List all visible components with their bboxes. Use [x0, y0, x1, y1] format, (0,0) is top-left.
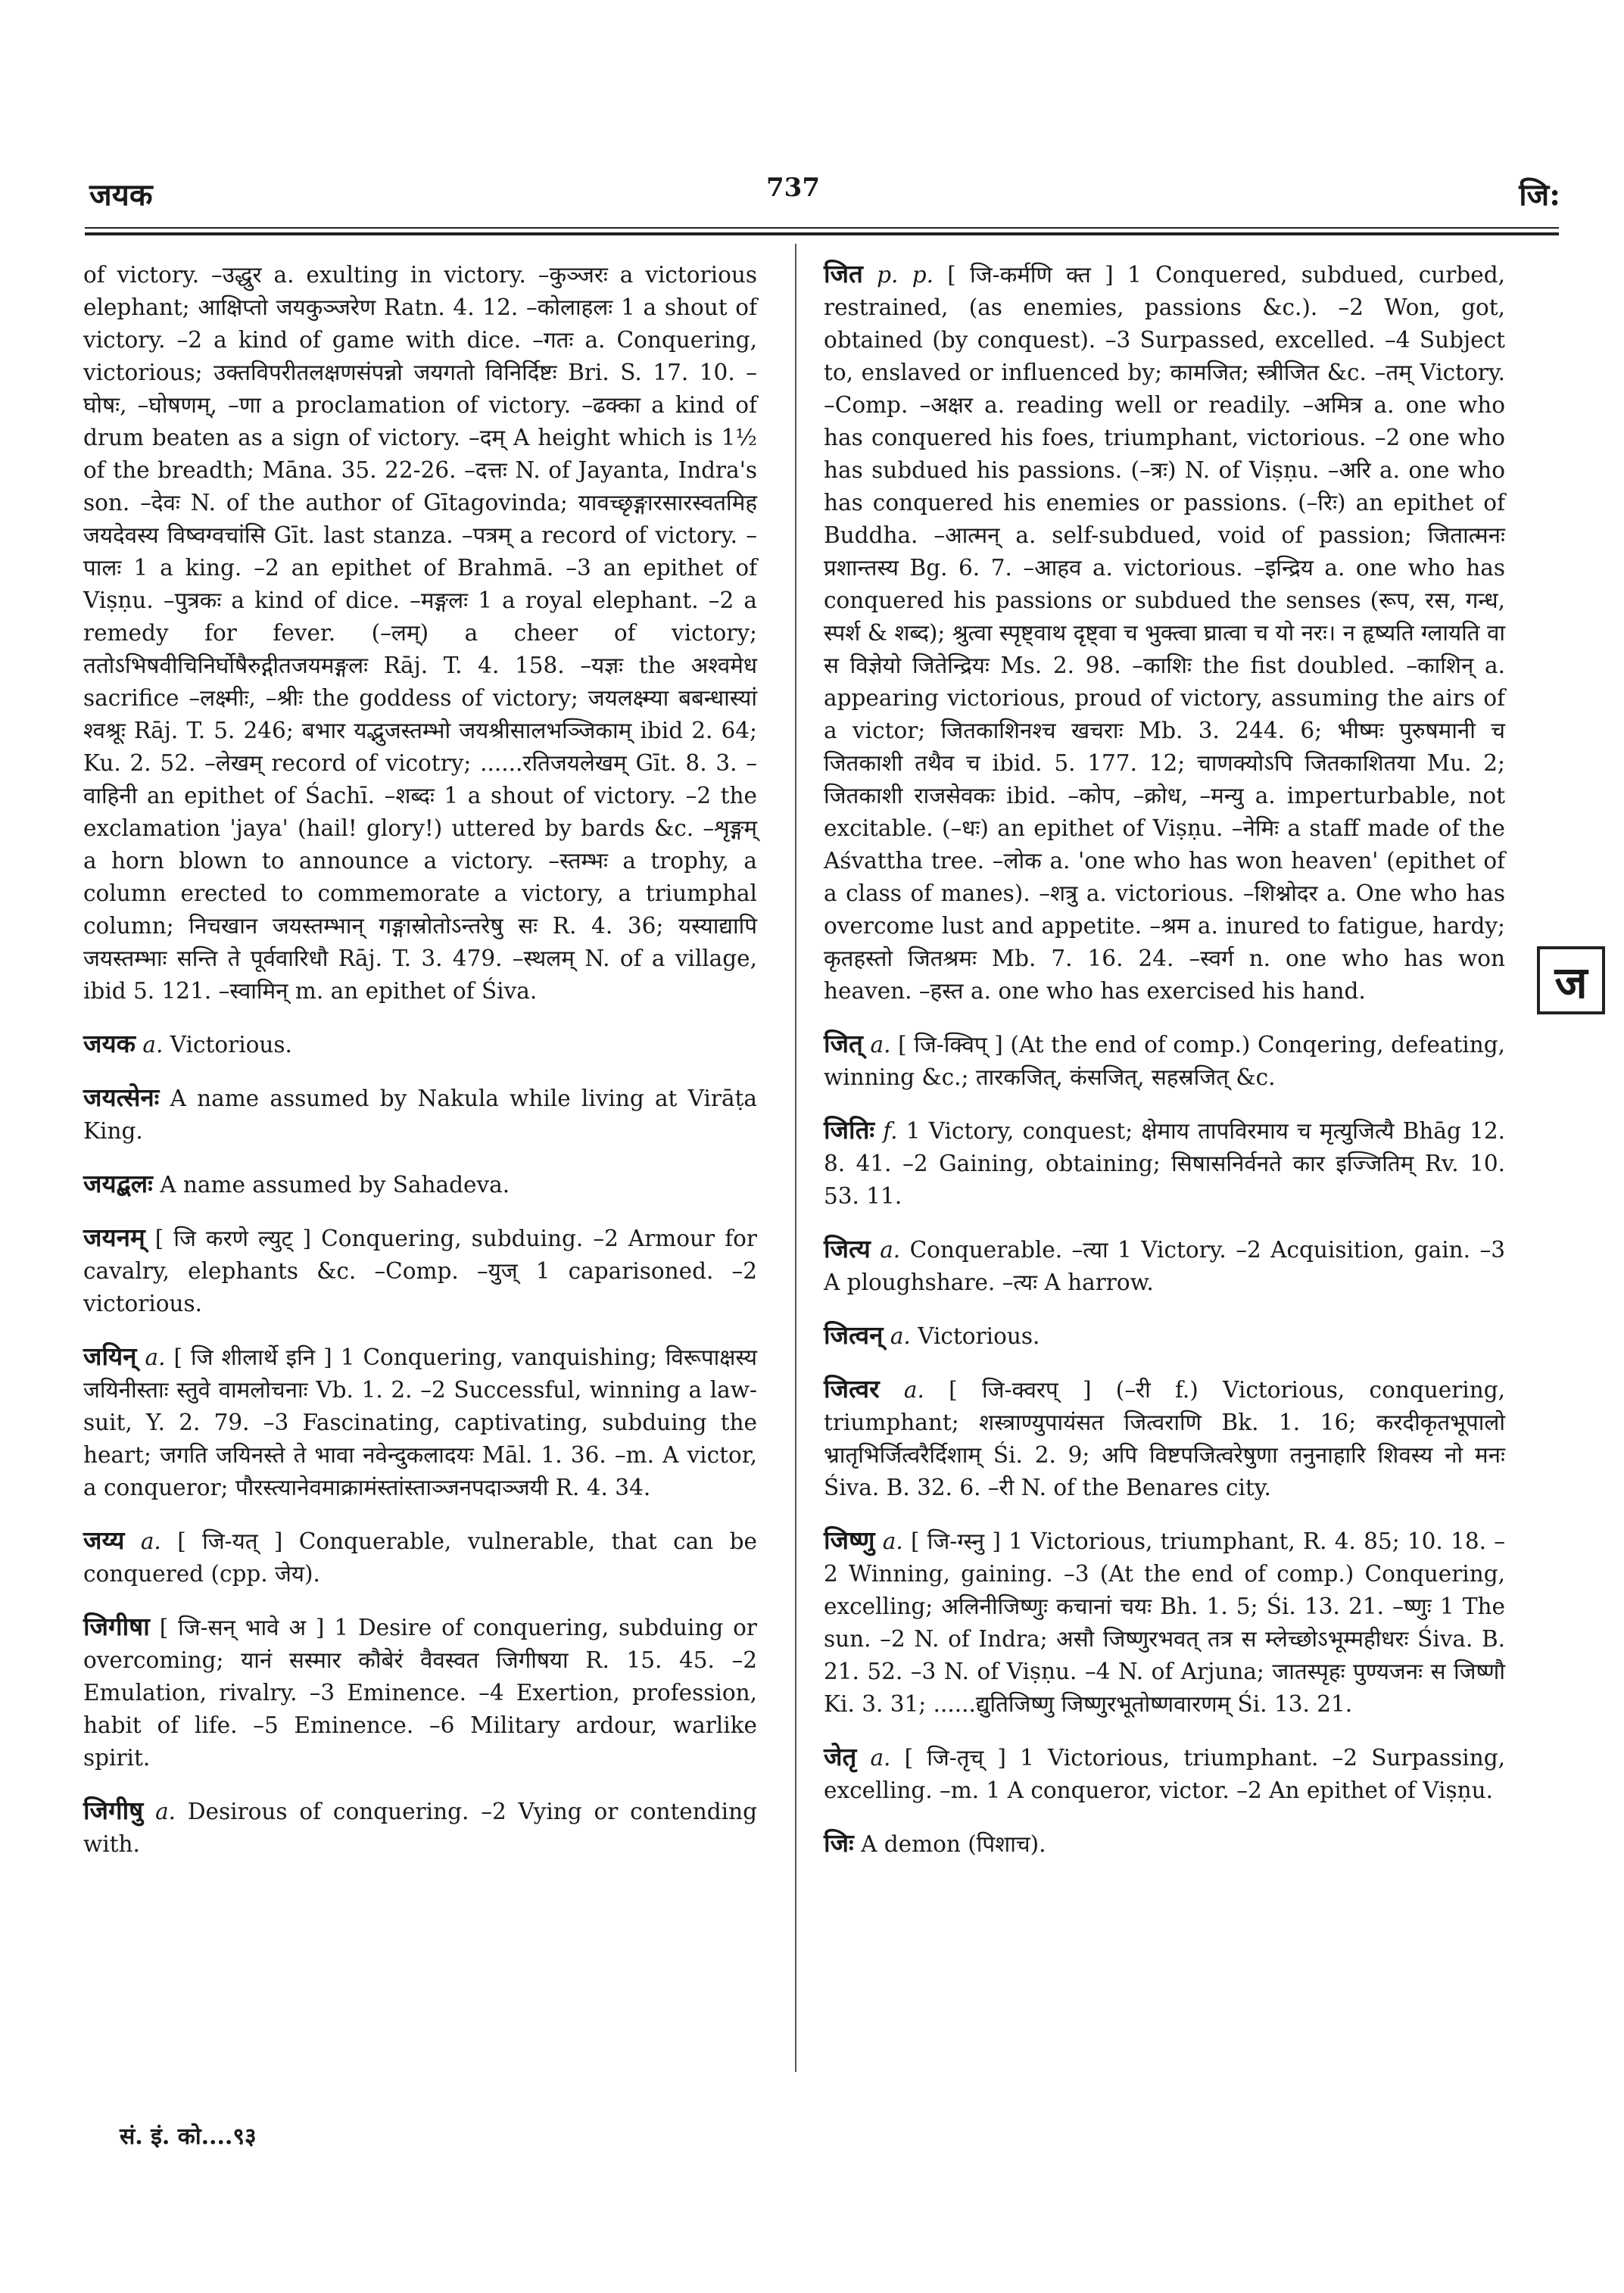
entry-definition: 1 Conquering, vanquishing; विरूपाक्षस्य जयिनीस्ताः स्तुवे वामलोचनाः Vb. 1. 2. –2 Successful, winning a law-suit, Y. 2. 79. –3 Fascinating, captivating, subduing the heart; जगति जयिनस्ते ते भावा नवेन्दुकलादयः Māl. 1. 36. –m. A victor, a conqueror; पौरस्त्यानेवमाक्रामंस्तांस्ताञ्जनपदाञ्जयी R. 4. 34. — [83, 1344, 757, 1500]
entry-definition: A name assumed by Nakula while living at Virāṭa King. — [83, 1086, 757, 1144]
dictionary-entry — [824, 1027, 1505, 1094]
entry-definition: Victorious, conquering, triumphant; शस्त्राण्युपायंसत जित्वराणि Bk. 1. 16; करदीकृतभूपालो भ्रातृभिर्जित्वरैर्दिशाम् Śi. 2. 9; अपि विष्टपजित्वरेषुणा तनुनाहारि शिवस्य नो मनः Śiva. B. 32. 6. –री N. of the Benares city. — [824, 1377, 1505, 1500]
entry-headword: जिगीषु — [83, 1796, 144, 1825]
entry-headword: जित्वर — [824, 1374, 880, 1404]
entry-headword: जिः — [824, 1828, 854, 1858]
entry-part-of-speech: a. — [155, 1799, 176, 1824]
entry-etymology: [ जि-सन् भावे अ ] — [159, 1615, 325, 1640]
entry-etymology: [ जि-कर्मणि क्त ] — [947, 262, 1114, 288]
entry-definition: Conquerable. –त्या 1 Victory. –2 Acquisition, gain. –3 A ploughshare. –त्यः A harrow. — [824, 1237, 1505, 1295]
entry-part-of-speech: p. p. — [877, 262, 934, 288]
dictionary-entry — [83, 1524, 757, 1590]
dictionary-entry — [824, 1232, 1505, 1299]
dictionary-entry — [824, 1114, 1505, 1213]
entry-definition: Desirous of conquering. –2 Vying or contending with. — [83, 1799, 757, 1857]
entry-part-of-speech: a. — [145, 1344, 166, 1370]
entry-definition: of victory. –उद्धुर a. exulting in victory. –कुञ्जरः a victorious elephant; आक्षिप्तो जयकुञ्जरेण Ratn. 4. 12. –कोलाहलः 1 a shout of victory. –2 a kind of game with dice. –गतः a. Conquering, victorious; उक्तविपरीतलक्षणसंपन्नो जयगतो विनिर्दिष्टः Bri. S. 17. 10. –घोषः, –घोषणम्, –णा a proclamation of victory. –ढक्का a kind of drum beaten as a sign of victory. –दम् A height which is 1½ of the breadth; Māna. 35. 22-26. –दत्तः N. of Jayanta, Indra's son. –देवः N. of the author of Gītagovinda; यावच्छृङ्गारसारस्वतमिह जयदेवस्य विष्वग्वचांसि Gīt. last stanza. –पत्रम् a record of victory. –पालः 1 a king. –2 an epithet of Brahmā. –3 an epithet of Viṣṇu. –पुत्रकः a kind of dice. –मङ्गलः 1 a royal elephant. –2 a remedy for fever. (–लम्) a cheer of victory; ततोऽभिषवीचिनिर्घोषैरुद्गीतजयमङ्गलः Rāj. T. 4. 158. –यज्ञः the अश्वमेध sacrifice –लक्ष्मीः, –श्रीः the goddess of victory; जयलक्ष्म्या बबन्धास्यां श्वश्रूः Rāj. T. 5. 246; बभार यद्भुजस्तम्भो जयश्रीसालभञ्जिकाम् ibid 2. 64; Ku. 2. 52. –लेखम् record of vicotry; ......रतिजयलेखम् Gīt. 8. 3. –वाहिनी an epithet of Śachī. –शब्दः 1 a shout of victory. –2 the exclamation 'jaya' (hail! glory!) uttered by bards &c. –शृङ्गम् a horn blown to announce a victory. –स्तम्भः a trophy, a column erected to commemorate a victory, a triumphal column; निचखान जयस्तम्भान् गङ्गास्रोतोऽन्तरेषु सः R. 4. 36; यस्याद्यापि जयस्तम्भाः सन्ति ते पूर्ववारिधौ Rāj. T. 3. 479. –स्थलम् N. of a village, ibid 5. 121. –स्वामिन् m. an epithet of Śiva. — [83, 262, 757, 1004]
running-head-right: जि: — [1519, 177, 1560, 213]
entry-headword: जयक — [83, 1029, 136, 1058]
dictionary-entry — [824, 1740, 1505, 1807]
entry-headword: जित — [824, 259, 863, 288]
entry-definition: 1 Victory, conquest; क्षेमाय तापविरमाय च मृत्युजित्यै Bhāg 12. 8. 41. –2 Gaining, obtaining; सिषासनिर्वनते कार इज्जितिम् Rv. 10. 53. 11. — [824, 1118, 1505, 1209]
header-rule-thin — [85, 227, 1559, 229]
entry-headword: जयत्सेनः — [83, 1083, 160, 1112]
entry-headword: जिष्णु — [824, 1525, 875, 1555]
entry-part-of-speech: a. — [882, 1528, 903, 1554]
entry-headword: जित्य — [824, 1234, 871, 1263]
dictionary-entry — [824, 1827, 1505, 1861]
left-column — [83, 257, 757, 1880]
entry-etymology: [ जि-क्वरप् ] (–री f.) — [949, 1377, 1199, 1403]
thumb-index-tab: ज — [1537, 946, 1605, 1014]
dictionary-entry — [83, 257, 757, 1008]
entry-etymology: [ जि-क्विप् ] — [898, 1032, 1003, 1058]
entry-etymology: [ जि शीलार्थे इनि ] — [173, 1344, 332, 1370]
dictionary-entry — [824, 1372, 1505, 1504]
right-column — [824, 257, 1505, 1880]
entry-definition: Conquerable, vulnerable, that can be conquered (cpp. जेय). — [83, 1528, 757, 1587]
entry-part-of-speech: a. — [870, 1745, 891, 1771]
entry-headword: जय्य — [83, 1525, 125, 1555]
running-head-left: जयक — [89, 177, 153, 213]
entry-headword: जेतृ — [824, 1742, 857, 1771]
dictionary-entry — [824, 1524, 1505, 1721]
entry-headword: जितिः — [824, 1115, 875, 1145]
entry-part-of-speech: a. — [870, 1032, 891, 1058]
entry-etymology: [ जि करणे ल्युट् ] — [154, 1226, 312, 1251]
entry-definition: Victorious. — [918, 1323, 1040, 1349]
entry-definition: Victorious. — [170, 1032, 292, 1058]
entry-definition: 1 Victorious, triumphant. –2 Surpassing, excelling. –m. 1 A conqueror, victor. –2 An epithet of Viṣṇu. — [824, 1745, 1505, 1803]
header-rule-thick — [85, 232, 1559, 235]
entry-part-of-speech: f. — [883, 1118, 898, 1144]
entry-definition: (At the end of comp.) Conqering, defeating, winning &c.; तारकजित्, कंसजित्, सहस्रजित् &c. — [824, 1032, 1505, 1090]
entry-headword: जित्वन् — [824, 1320, 884, 1350]
entry-etymology: [ जि-ग्स्नु ] — [911, 1528, 1001, 1554]
entry-part-of-speech: a. — [880, 1237, 901, 1263]
column-divider — [795, 244, 796, 2072]
entry-definition: A demon (पिशाच). — [861, 1831, 1046, 1857]
dictionary-entry — [83, 1167, 757, 1201]
entry-part-of-speech: a. — [140, 1528, 161, 1554]
dictionary-entry — [83, 1027, 757, 1061]
entry-definition: A name assumed by Sahadeva. — [160, 1172, 510, 1198]
dictionary-entry — [824, 257, 1505, 1008]
page-number: 737 — [766, 173, 820, 203]
entry-etymology: [ जि-तृच् ] — [904, 1745, 1006, 1771]
entry-part-of-speech: a. — [142, 1032, 164, 1058]
entry-headword: जित् — [824, 1029, 863, 1058]
entry-definition: 1 Desire of conquering, subduing or overcoming; यानं सस्मार कौबेरं वैवस्वत जिगीषया R. 15. 45. –2 Emulation, rivalry. –3 Eminence. –4 Exertion, profession, habit of life. –5 Eminence. –6 Military ardour, warlike spirit. — [83, 1615, 757, 1771]
entry-part-of-speech: a. — [890, 1323, 911, 1349]
entry-headword: जयनम् — [83, 1223, 145, 1252]
dictionary-entry — [83, 1794, 757, 1861]
entry-etymology: [ जि-यत् ] — [177, 1528, 283, 1554]
dictionary-entry — [83, 1610, 757, 1774]
dictionary-entry — [824, 1319, 1505, 1353]
footer-signature: सं. इं. को....९३ — [120, 2123, 257, 2150]
entry-definition: Conquering, subduing. –2 Armour for cavalry, elephants &c. –Comp. –युज् 1 caparisoned. –2 victorious. — [83, 1226, 757, 1316]
entry-headword: जयद्बलः — [83, 1169, 153, 1198]
dictionary-entry — [83, 1221, 757, 1320]
entry-definition: 1 Victorious, triumphant, R. 4. 85; 10. 18. –2 Winning, gaining. –3 (At the end of comp.) Conquering, excelling; अलिनीजिष्णुः कचानां चयः Bh. 1. 5; Śi. 13. 21. –ष्णुः 1 The sun. –2 N. of Indra; असौ जिष्णुरभवत् तत्र स म्लेच्छोऽभूम्महीधरः Śiva. B. 21. 52. –3 N. of Viṣṇu. –4 N. of Arjuna; जातस्पृहः पुण्यजनः स जिष्णौ Ki. 3. 31; ......द्युतिजिष्णु जिष्णुरभूतोष्णवारणम् Śi. 13. 21. — [824, 1528, 1505, 1717]
entry-part-of-speech: a. — [903, 1377, 924, 1403]
dictionary-entry — [83, 1340, 757, 1504]
entry-headword: जयिन् — [83, 1341, 137, 1371]
entry-definition: 1 Conquered, subdued, curbed, restrained, (as enemies, passions &c.). –2 Won, got, obtained (by conquest). –3 Surpassed, excelled. –4 Subject to, enslaved or influenced by; कामजित; स्त्रीजित &c. –तम् Victory. –Comp. –अक्षर a. reading well or readily. –अमित्र a. one who has conquered his foes, triumphant, victorious. –2 one who has subdued his passions. (–त्रः) N. of Viṣṇu. –अरि a. one who has conquered his enemies or passions. (–रिः) an epithet of Buddha. –आत्मन् a. self-subdued, void of passion; जितात्मनः प्रशान्तस्य Bg. 6. 7. –आहव a. victorious. –इन्द्रिय a. one who has conquered his passions or subdued the senses (रूप, रस, गन्ध, स्पर्श & शब्द); श्रुत्वा स्पृष्ट्वाथ दृष्ट्वा च भुक्त्वा घ्रात्वा च यो नरः। न हृष्यति ग्लायति वा स विज्ञेयो जितेन्द्रियः Ms. 2. 98. –काशिः the fist doubled. –काशिन् a. appearing victorious, proud of victory, assuming the airs of a victor; जितकाशिनश्च खचराः Mb. 3. 244. 6; भीष्मः पुरुषमानी च जितकाशी तथैव च ibid. 5. 177. 12; चाणक्योऽपि जितकाशितया Mu. 2; जितकाशी राजसेवकः ibid. –कोप, –क्रोध, –मन्यु a. imperturbable, not excitable. (–धः) an epithet of Viṣṇu. –नेमिः a staff made of the Aśvattha tree. –लोक a. 'one who has won heaven' (epithet of a class of manes). –शत्रु a. victorious. –शिश्नोदर a. One who has overcome lust and appetite. –श्रम a. inured to fatigue, hardy; कृतहस्तो जितश्रमः Mb. 7. 16. 24. –स्वर्ग n. one who has won heaven. –हस्त a. one who has exercised his hand. — [824, 262, 1505, 1004]
entry-headword: जिगीषा — [83, 1612, 150, 1641]
dictionary-entry — [83, 1081, 757, 1148]
